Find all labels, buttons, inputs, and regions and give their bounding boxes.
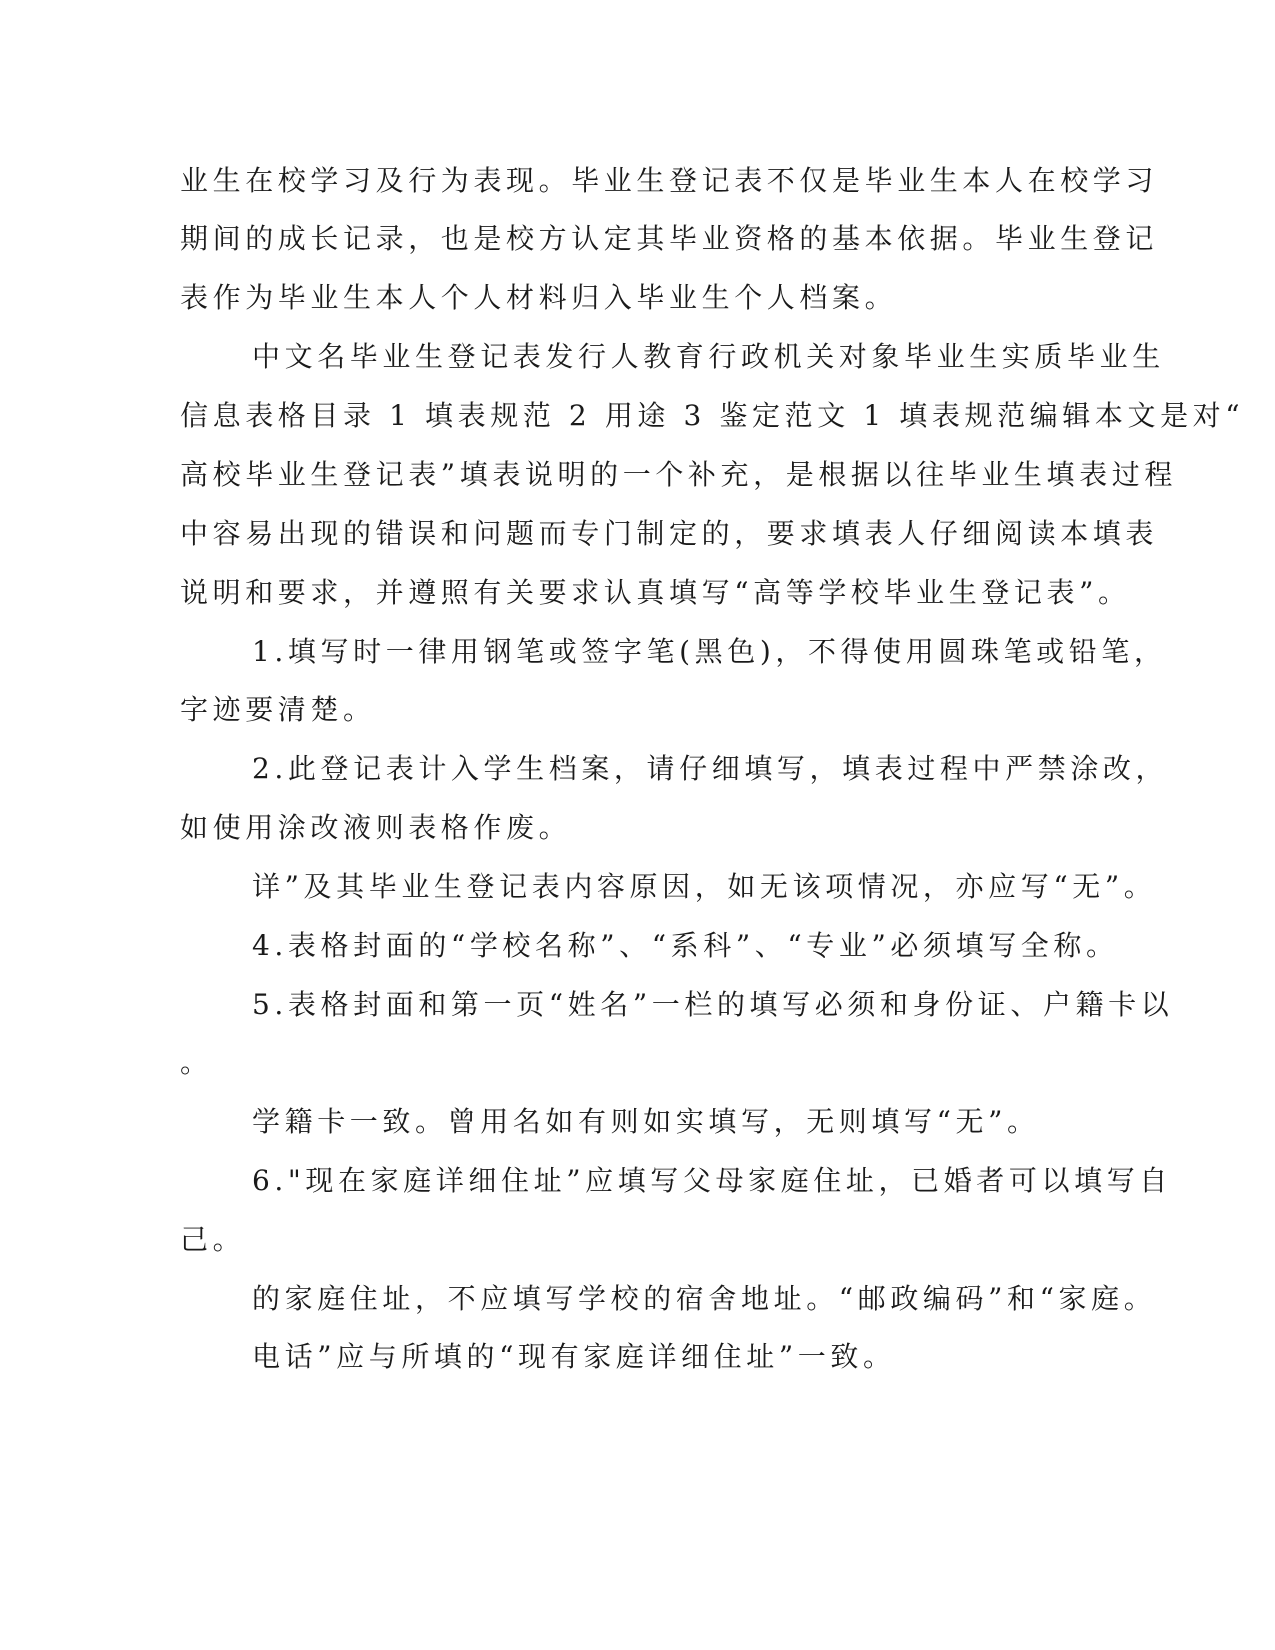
text-line: 表作为毕业生本人个人材料归入毕业生个人档案。 bbox=[180, 281, 898, 314]
text-line: 电话”应与所填的“现有家庭详细住址”一致。 bbox=[252, 1340, 896, 1373]
text-line: 。 bbox=[180, 1046, 213, 1079]
text-line: 字迹要清楚。 bbox=[180, 693, 376, 726]
text-line: 期间的成长记录，也是校方认定其毕业资格的基本依据。毕业生登记 bbox=[180, 222, 1159, 255]
text-line: 5.表格封面和第一页“姓名”一栏的填写必须和身份证、户籍卡以 bbox=[252, 988, 1174, 1021]
text-line: 2.此登记表计入学生档案，请仔细填写，填表过程中严禁涂改， bbox=[252, 752, 1169, 785]
text-line: 4.表格封面的“学校名称”、“系科”、“专业”必须填写全称。 bbox=[252, 929, 1119, 962]
text-line: 详”及其毕业生登记表内容原因，如无该项情况，亦应写“无”。 bbox=[252, 870, 1157, 903]
text-line: 如使用涂改液则表格作废。 bbox=[180, 811, 572, 844]
text-line: 学籍卡一致。曾用名如有则如实填写，无则填写“无”。 bbox=[252, 1105, 1040, 1138]
text-line: 业生在校学习及行为表现。毕业生登记表不仅是毕业生本人在校学习 bbox=[180, 164, 1159, 197]
text-line: 信息表格目录 1 填表规范 2 用途 3 鉴定范文 1 填表规范编辑本文是对“ bbox=[180, 399, 1245, 432]
text-line: 1.填写时一律用钢笔或签字笔(黑色)，不得使用圆珠笔或铅笔， bbox=[252, 635, 1167, 668]
text-line: 6."现在家庭详细住址”应填写父母家庭住址，已婚者可以填写自 bbox=[252, 1164, 1172, 1197]
text-line: 中文名毕业生登记表发行人教育行政机关对象毕业生实质毕业生 bbox=[252, 340, 1165, 373]
text-line: 说明和要求，并遵照有关要求认真填写“高等学校毕业生登记表”。 bbox=[180, 576, 1131, 609]
text-line: 中容易出现的错误和问题而专门制定的，要求填表人仔细阅读本填表 bbox=[180, 517, 1159, 550]
text-line: 的家庭住址，不应填写学校的宿舍地址。“邮政编码”和“家庭。 bbox=[252, 1282, 1157, 1315]
text-line: 己。 bbox=[180, 1223, 246, 1256]
text-line: 高校毕业生登记表”填表说明的一个补充，是根据以往毕业生填表过程 bbox=[180, 458, 1177, 491]
